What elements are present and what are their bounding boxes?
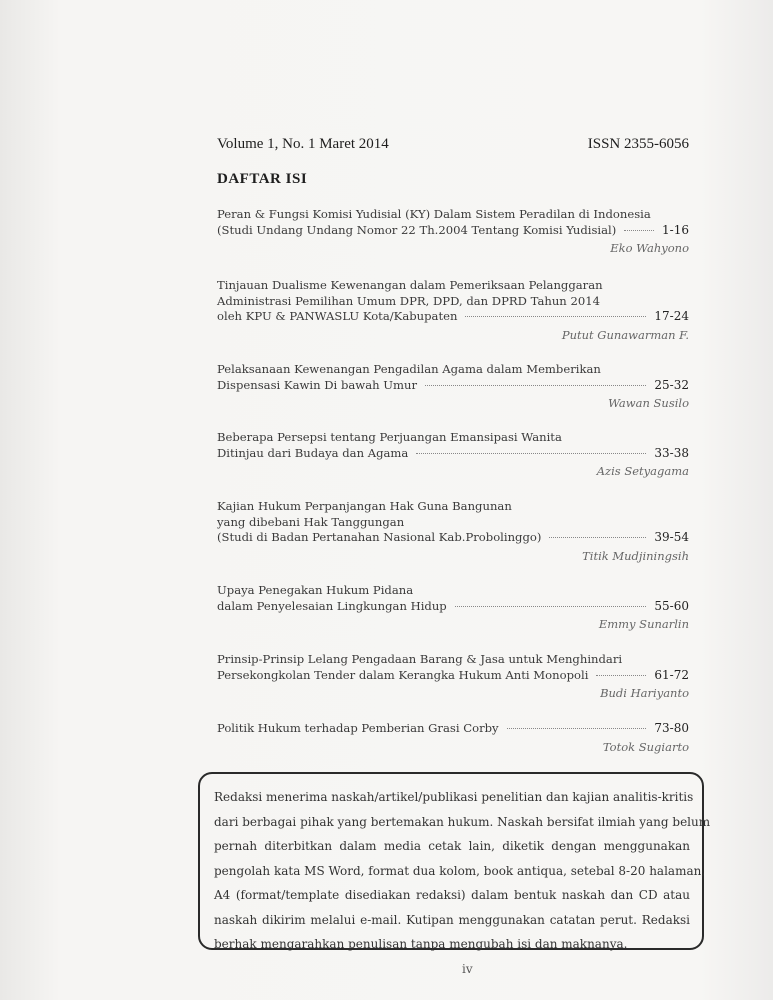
entry-author: Wawan Susilo bbox=[608, 396, 689, 410]
toc-entry bbox=[217, 207, 689, 257]
entry-author: Titik Mudjiningsih bbox=[582, 548, 689, 563]
journal-header bbox=[217, 136, 689, 153]
entry-title-line: Administrasi Pemilihan Umum DPR, DPD, dan DPRD Tahun 2014 bbox=[217, 293, 600, 308]
submission-notice-box bbox=[198, 772, 711, 951]
entry-author: Putut Gunawarman F. bbox=[561, 327, 689, 342]
entry-title-line: Kajian Hukum Perpanjangan Hak Guna Bangunan bbox=[217, 499, 512, 513]
entry-pages: 33-38 bbox=[654, 445, 689, 460]
entry-author: Totok Sugiarto bbox=[602, 739, 689, 754]
entry-title-line: Ditinjau dari Budaya dan Agama bbox=[217, 445, 409, 460]
entry-title-line: (Studi Undang Undang Nomor 22 Th.2004 Tentang Komisi Yudisial) bbox=[217, 222, 617, 237]
entry-pages: 17-24 bbox=[654, 309, 689, 323]
page-number: iv bbox=[462, 962, 473, 976]
dot-leader bbox=[416, 453, 646, 454]
entry-title-line: (Studi di Badan Pertanahan Nasional Kab.Probolinggo) bbox=[217, 530, 542, 544]
entry-title-line: Beberapa Persepsi tentang Perjuangan Emansipasi Wanita bbox=[217, 430, 562, 444]
toc-entry bbox=[217, 362, 689, 412]
notice-line: A4 (format/template disediakan redaksi) dalam bentuk naskah dan CD atau bbox=[214, 888, 690, 902]
dot-leader bbox=[596, 675, 646, 676]
dot-leader bbox=[549, 537, 646, 538]
notice-line: pengolah kata MS Word, format dua kolom, book antiqua, setebal 8-20 halaman, bbox=[214, 863, 706, 878]
toc-entry bbox=[217, 499, 689, 564]
entry-author: Azis Setyagama bbox=[596, 464, 689, 478]
entry-title-line: Politik Hukum terhadap Pemberian Grasi Corby bbox=[217, 721, 499, 735]
entry-title-line: oleh KPU & PANWASLU Kota/Kabupaten bbox=[217, 309, 458, 323]
entry-pages: 39-54 bbox=[654, 530, 689, 544]
notice-line: pernah diterbitkan dalam media cetak lain, diketik dengan menggunakan bbox=[214, 839, 690, 853]
notice-line: naskah dikirim melalui e-mail. Kutipan menggunakan catatan perut. Redaksi bbox=[214, 912, 690, 927]
toc-entry bbox=[217, 430, 689, 480]
dot-leader bbox=[507, 728, 647, 729]
entry-pages: 25-32 bbox=[654, 377, 689, 392]
toc-entry bbox=[217, 721, 689, 755]
issn-info: ISSN 2355-6056 bbox=[587, 136, 689, 152]
entry-title-line: Prinsip-Prinsip Lelang Pengadaan Barang & Jasa untuk Menghindari bbox=[217, 652, 623, 666]
entry-title-line: Pelaksanaan Kewenangan Pengadilan Agama dalam Memberikan bbox=[217, 362, 601, 376]
dot-leader bbox=[455, 606, 647, 607]
entry-title-line: dalam Penyelesaian Lingkungan Hidup bbox=[217, 598, 447, 613]
notice-line: Redaksi menerima naskah/artikel/publikasi penelitian dan kajian analitis-kritis bbox=[214, 790, 694, 804]
entry-title-line: Upaya Penegakan Hukum Pidana bbox=[217, 583, 414, 597]
dot-leader bbox=[425, 385, 646, 386]
entry-title-line: yang dibebani Hak Tanggungan bbox=[217, 514, 405, 529]
entry-title-line: Dispensasi Kawin Di bawah Umur bbox=[217, 377, 418, 392]
entry-author: Emmy Sunarlin bbox=[598, 617, 689, 631]
entry-author: Budi Hariyanto bbox=[600, 686, 689, 700]
toc-entry bbox=[217, 583, 689, 633]
toc-entry bbox=[217, 278, 689, 343]
entry-title-line: Persekongkolan Tender dalam Kerangka Hukum Anti Monopoli bbox=[217, 667, 589, 682]
entry-pages: 73-80 bbox=[654, 721, 689, 735]
dot-leader bbox=[465, 316, 646, 317]
page-title: DAFTAR ISI bbox=[217, 171, 308, 187]
notice-line: berhak mengarahkan penulisan tanpa mengubah isi dan maknanya. bbox=[214, 937, 628, 951]
entry-title-line: Peran & Fungsi Komisi Yudisial (KY) Dalam Sistem Peradilan di Indonesia bbox=[217, 207, 651, 221]
toc-entry bbox=[217, 652, 689, 702]
entry-title-line: Tinjauan Dualisme Kewenangan dalam Pemeriksaan Pelanggaran bbox=[217, 278, 603, 292]
dot-leader bbox=[624, 230, 654, 231]
entry-pages: 61-72 bbox=[654, 667, 689, 682]
entry-pages: 1-16 bbox=[662, 222, 689, 237]
entry-pages: 55-60 bbox=[654, 598, 689, 613]
notice-line: dari berbagai pihak yang bertemakan hukum. Naskah bersifat ilmiah yang belum bbox=[214, 814, 711, 829]
entry-author: Eko Wahyono bbox=[610, 241, 689, 255]
volume-info: Volume 1, No. 1 Maret 2014 bbox=[217, 136, 389, 152]
